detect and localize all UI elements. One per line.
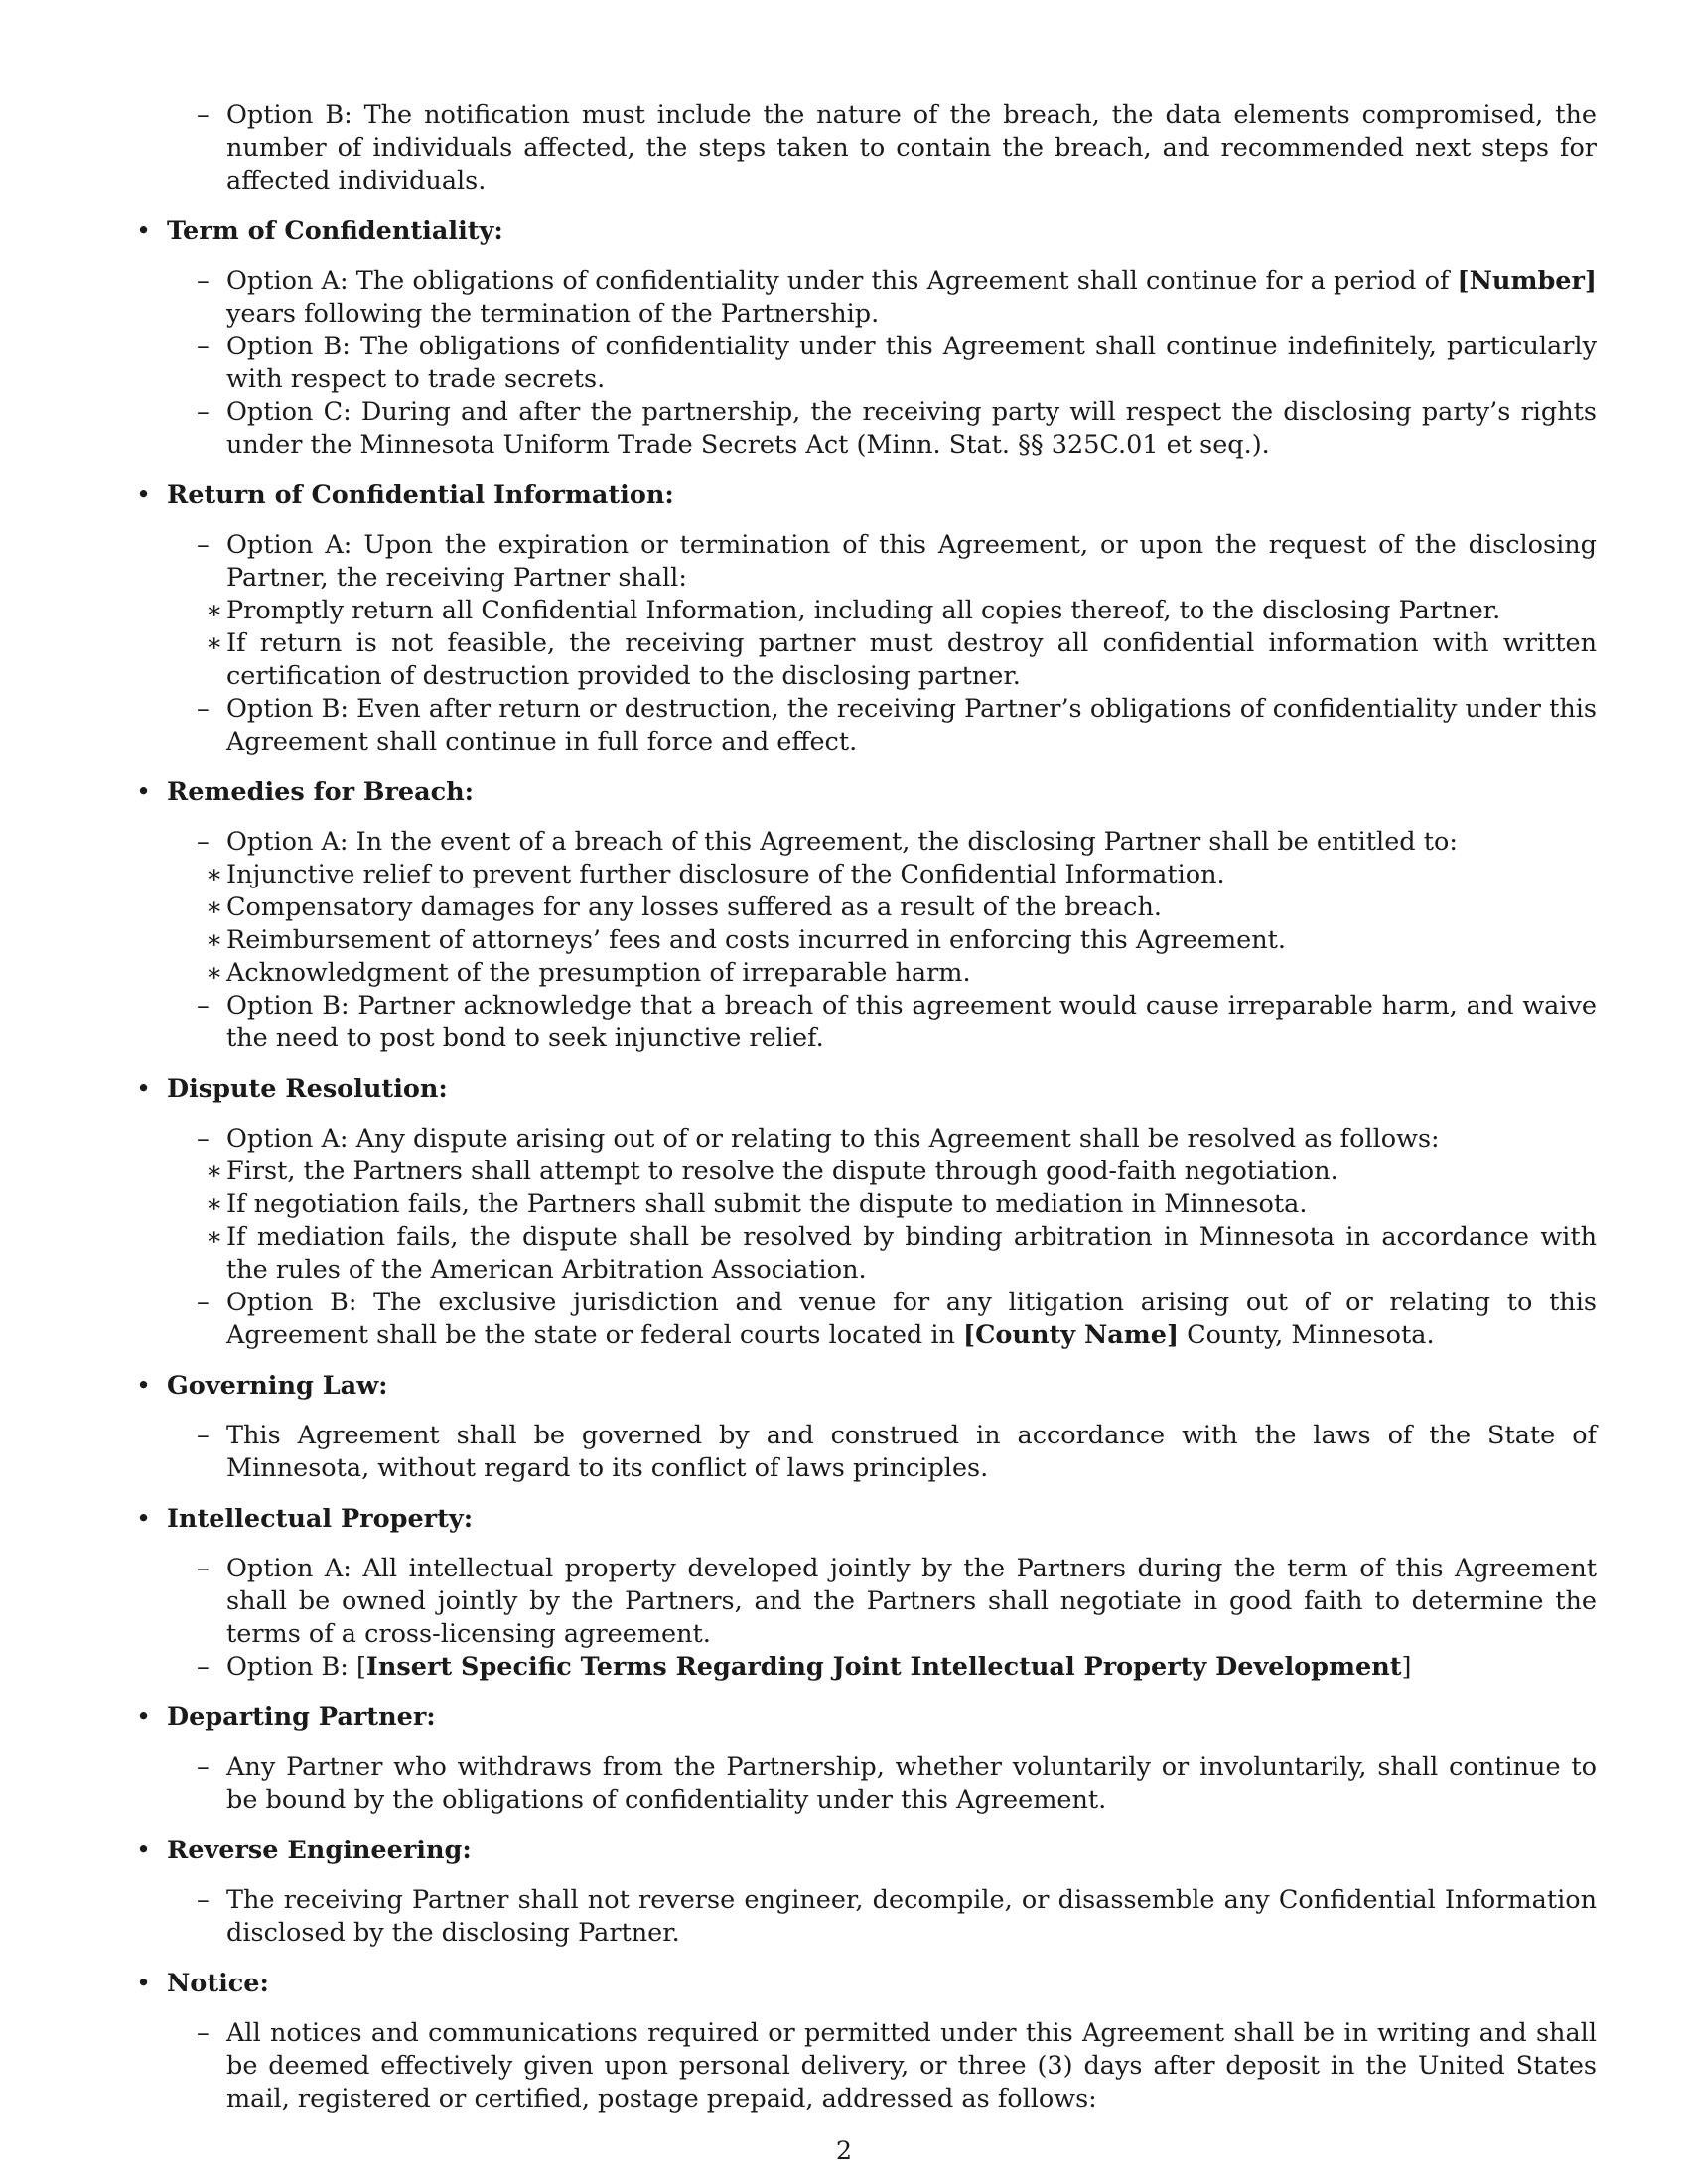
return-option-b: [167, 693, 1597, 758]
remedies-option-b: [167, 990, 1597, 1055]
option-text: Option B: Partner acknowledge that a breach of this agreement would cause irreparable harm, and waive the need to post bond to seek injunctive relief.: [226, 991, 1597, 1053]
star-marker: ∗: [206, 1189, 223, 1219]
dash-marker: –: [197, 827, 210, 857]
option-text: Option B: The obligations of confidentiality under this Agreement shall continue indefinitely, particularly with respect to trade secrets.: [226, 332, 1597, 394]
option-text: ]: [1401, 1652, 1412, 1682]
sub-item-text: Promptly return all Confidential Information, including all copies thereof, to the disclosing Partner.: [226, 596, 1501, 625]
section-title: Intellectual Property:: [167, 1504, 474, 1534]
option-text: years following the termination of the Partnership.: [226, 299, 880, 329]
option-text: County, Minnesota.: [1179, 1320, 1435, 1350]
section-title: Notice:: [167, 1969, 269, 1998]
dispute-option-a: [167, 1123, 1597, 1287]
section-intellectual-property: [132, 1503, 1597, 1684]
section-remedies-for-breach: [132, 776, 1597, 1055]
option-text: Option C: During and after the partnership, the receiving party will respect the disclosing party’s rights under the Minnesota Uniform Trade Secrets Act (Minn. Stat. §§ 325C.01 et seq.).: [226, 397, 1597, 460]
section-term-of-confidentiality: [132, 215, 1597, 462]
dash-marker: –: [197, 1124, 210, 1154]
dash-marker: –: [197, 2018, 210, 2048]
option-text: Option B: The notification must include the nature of the breach, the data elements compromised, the number of individuals affected, the steps taken to contain the breach, and recommended next steps for affected individuals.: [226, 100, 1597, 196]
breach-notification-option-b: [132, 99, 1597, 198]
dispute-sub-item: [172, 1221, 1597, 1287]
section-title: Reverse Engineering:: [167, 1836, 472, 1865]
option-text: All notices and communications required or permitted under this Agreement shall be in writing and shall be deemed effectively given upon personal delivery, or three (3) days after deposit in the United States mail, registered or certified, postage prepaid, addressed as follows:: [226, 2018, 1597, 2114]
dash-marker: –: [197, 1652, 210, 1682]
governing-law-text: [167, 1420, 1597, 1485]
reverse-engineering-text: [167, 1884, 1597, 1950]
section-dispute-resolution: [132, 1073, 1597, 1352]
star-marker: ∗: [206, 628, 223, 658]
section-return-of-confidential-information: [132, 479, 1597, 758]
section-departing-partner: [132, 1702, 1597, 1817]
dash-marker: –: [197, 1554, 210, 1583]
term-option-b: [167, 331, 1597, 396]
section-title: Term of Confidentiality:: [167, 216, 503, 246]
sub-item-text: First, the Partners shall attempt to resolve the dispute through good-faith negotiation.: [226, 1157, 1338, 1186]
option-text: Option A: Upon the expiration or termination of this Agreement, or upon the request of the disclosing Partner, the receiving Partner shall:: [226, 530, 1597, 593]
remedies-sub-item: [172, 924, 1597, 957]
option-text: Option B: [: [226, 1652, 366, 1682]
sub-item-text: Injunctive relief to prevent further disclosure of the Confidential Information.: [226, 860, 1225, 889]
dispute-sub-item: [172, 1188, 1597, 1221]
section-title: Departing Partner:: [167, 1703, 436, 1732]
return-option-a: [167, 529, 1597, 693]
remedies-sub-item: [172, 891, 1597, 924]
remedies-sub-item: [172, 957, 1597, 990]
dash-marker: –: [197, 991, 210, 1021]
dispute-sub-item: [172, 1156, 1597, 1188]
section-title: Return of Confidential Information:: [167, 480, 674, 510]
sub-item-text: Acknowledgment of the presumption of irreparable harm.: [226, 958, 971, 988]
section-governing-law: [132, 1370, 1597, 1485]
term-option-a: [167, 265, 1597, 331]
section-title: Governing Law:: [167, 1371, 388, 1401]
dash-marker: –: [197, 100, 210, 130]
option-text: Option A: In the event of a breach of this Agreement, the disclosing Partner shall be entitled to:: [226, 827, 1458, 857]
star-marker: ∗: [206, 1157, 223, 1186]
dispute-option-b: [167, 1287, 1597, 1352]
option-text: This Agreement shall be governed by and construed in accordance with the laws of the State of Minnesota, without regard to its conflict of laws principles.: [226, 1421, 1597, 1483]
option-text: Option A: The obligations of confidentiality under this Agreement shall continue for a period of: [226, 266, 1458, 296]
section-title: Remedies for Breach:: [167, 777, 475, 807]
dash-marker: –: [197, 1752, 210, 1782]
dash-marker: –: [197, 332, 210, 361]
sub-item-text: Compensatory damages for any losses suffered as a result of the breach.: [226, 892, 1162, 922]
dash-marker: –: [197, 397, 210, 427]
notice-text: [167, 2017, 1597, 2116]
sub-item-text: Reimbursement of attorneys’ fees and costs incurred in enforcing this Agreement.: [226, 925, 1286, 955]
return-sub-item: [172, 627, 1597, 693]
option-text: The receiving Partner shall not reverse engineer, decompile, or disassemble any Confidential Information disclosed by the disclosing Partner.: [226, 1885, 1597, 1948]
remedies-option-a: [167, 826, 1597, 990]
return-sub-item: [172, 595, 1597, 627]
sub-item-text: If negotiation fails, the Partners shall submit the dispute to mediation in Minnesota.: [226, 1189, 1308, 1219]
sub-item-text: If mediation fails, the dispute shall be resolved by binding arbitration in Minnesota in accordance with the rules of the American Arbitration Association.: [226, 1222, 1597, 1285]
star-marker: ∗: [206, 596, 223, 625]
dash-marker: –: [197, 266, 210, 296]
star-marker: ∗: [206, 925, 223, 955]
page-number: 2: [835, 2136, 853, 2166]
sub-item-text: If return is not feasible, the receiving partner must destroy all confidential information with written certification of destruction provided to the disclosing partner.: [226, 628, 1597, 691]
term-option-c: [167, 396, 1597, 462]
option-text: Option A: All intellectual property developed jointly by the Partners during the term of this Agreement shall be owned jointly by the Partners, and the Partners shall negotiate in good faith to determine the terms of a cross-licensing agreement.: [226, 1554, 1597, 1649]
placeholder-ip-terms: Insert Specific Terms Regarding Joint Intellectual Property Development: [365, 1652, 1402, 1682]
dash-marker: –: [197, 694, 210, 724]
document-body: [132, 99, 1597, 2133]
section-title: Dispute Resolution:: [167, 1074, 448, 1104]
dash-marker: –: [197, 530, 210, 560]
ip-option-a: [167, 1553, 1597, 1651]
star-marker: ∗: [206, 860, 223, 889]
dash-marker: –: [197, 1288, 210, 1317]
remedies-sub-item: [172, 859, 1597, 891]
option-text: Option B: The exclusive jurisdiction and venue for any litigation arising out of or relating to this Agreement shall be the state or federal courts located in: [226, 1288, 1597, 1350]
dash-marker: –: [197, 1421, 210, 1450]
ip-option-b: [167, 1651, 1597, 1684]
section-reverse-engineering: [132, 1835, 1597, 1950]
star-marker: ∗: [206, 958, 223, 988]
dash-marker: –: [197, 1885, 210, 1915]
section-notice: [132, 1968, 1597, 2116]
departing-partner-text: [167, 1751, 1597, 1817]
star-marker: ∗: [206, 892, 223, 922]
option-text: Option A: Any dispute arising out of or relating to this Agreement shall be resolved as follows:: [226, 1124, 1440, 1154]
star-marker: ∗: [206, 1222, 223, 1252]
placeholder-number: [Number]: [1457, 266, 1597, 296]
placeholder-county-name: [County Name]: [963, 1320, 1180, 1350]
option-text: Any Partner who withdraws from the Partnership, whether voluntarily or involuntarily, shall continue to be bound by the obligations of confidentiality under this Agreement.: [226, 1752, 1597, 1815]
option-text: Option B: Even after return or destruction, the receiving Partner’s obligations of confidentiality under this Agreement shall continue in full force and effect.: [226, 694, 1597, 756]
